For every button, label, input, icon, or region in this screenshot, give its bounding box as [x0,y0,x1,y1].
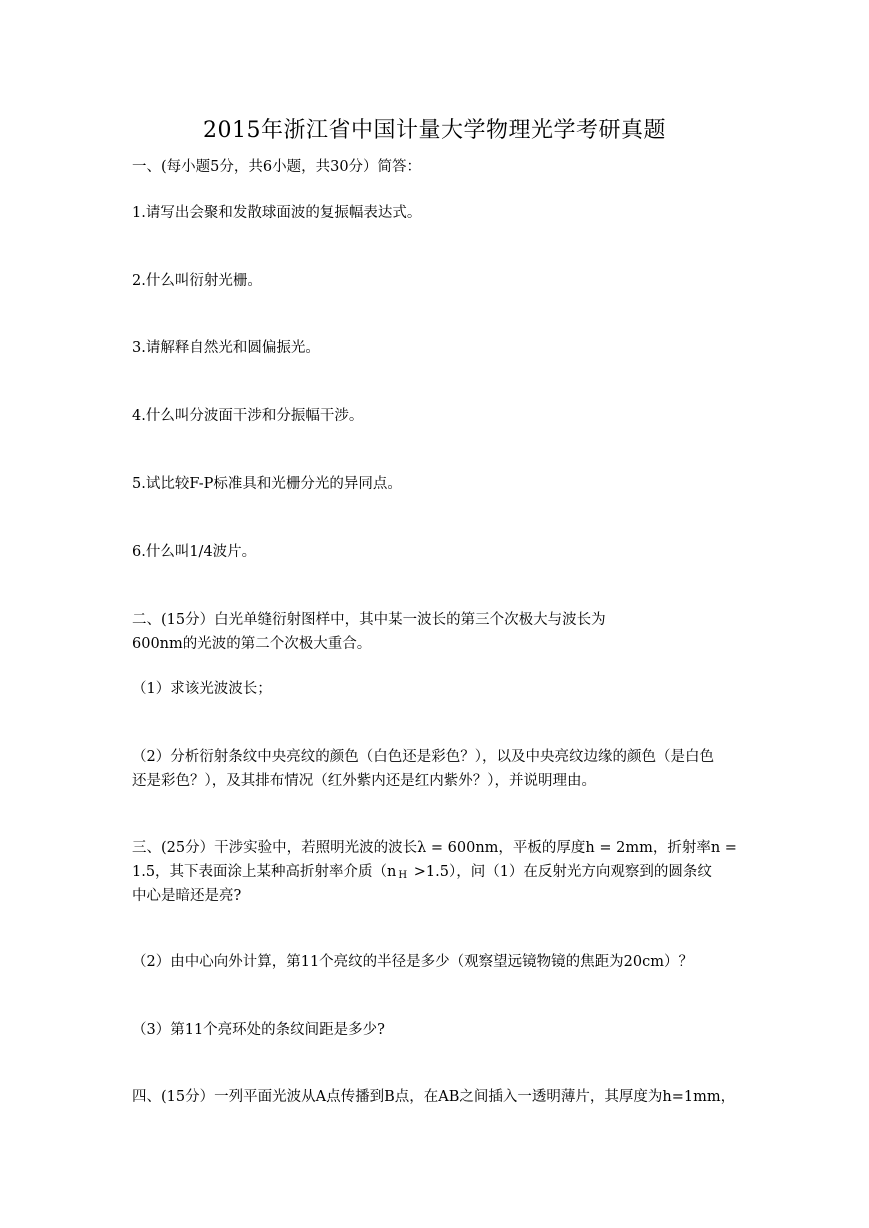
section3-line2 [132,860,712,881]
question-1: 1.请写出会聚和发散球面波的复振幅表达式。 [132,205,422,221]
section3-line2-pre: 1.5，其下表面涂上某种高折射率介质（n [132,864,397,880]
question-5: 5.试比较F-P标准具和光栅分光的异同点。 [132,476,402,492]
question-4: 4.什么叫分波面干涉和分振幅干涉。 [132,408,364,424]
refractive-index-subscript: H [398,870,408,881]
section2-part1: （1）求该光波波长； [132,681,272,697]
section2-part2-line1: （2）分析衍射条纹中央亮纹的颜色（白色还是彩色？），以及中央亮纹边缘的颜色（是白色 [132,749,714,765]
document-title: 2015年浙江省中国计量大学物理光学考研真题 [203,118,666,143]
section2-line1: 二、(15分）白光单缝衍射图样中，其中某一波长的第三个次极大与波长为 [132,612,606,628]
section3-line2-post: >1.5），问（1）在反射光方向观察到的圆条纹 [409,864,712,880]
section3-line3: 中心是暗还是亮? [132,888,242,904]
section2-part2-line2: 还是彩色？），及其排布情况（红外紫内还是红内紫外？），并说明理由。 [132,773,596,789]
question-6: 6.什么叫1/4波片。 [132,544,257,560]
question-3: 3.请解释自然光和圆偏振光。 [132,340,320,356]
question-2: 2.什么叫衍射光栅。 [132,273,262,289]
section3-part2: （2）由中心向外计算，第11个亮纹的半径是多少（观察望远镜物镜的焦距为20cm）？ [132,954,693,970]
section2-line2: 600nm的光波的第二个次极大重合。 [132,636,372,652]
section4-line1: 四、(15分）一列平面光波从A点传播到B点，在AB之间插入一透明薄片，其厚度为h=1mm， [132,1089,736,1105]
section3-part3: （3）第11个亮环处的条纹间距是多少? [132,1022,385,1038]
section1-heading: 一、(每小题5分，共6小题，共30分）简答： [132,159,422,175]
section3-line1: 三、(25分）干涉实验中，若照明光波的波长λ = 600nm，平板的厚度h = 2mm，折射率n = [132,840,737,856]
